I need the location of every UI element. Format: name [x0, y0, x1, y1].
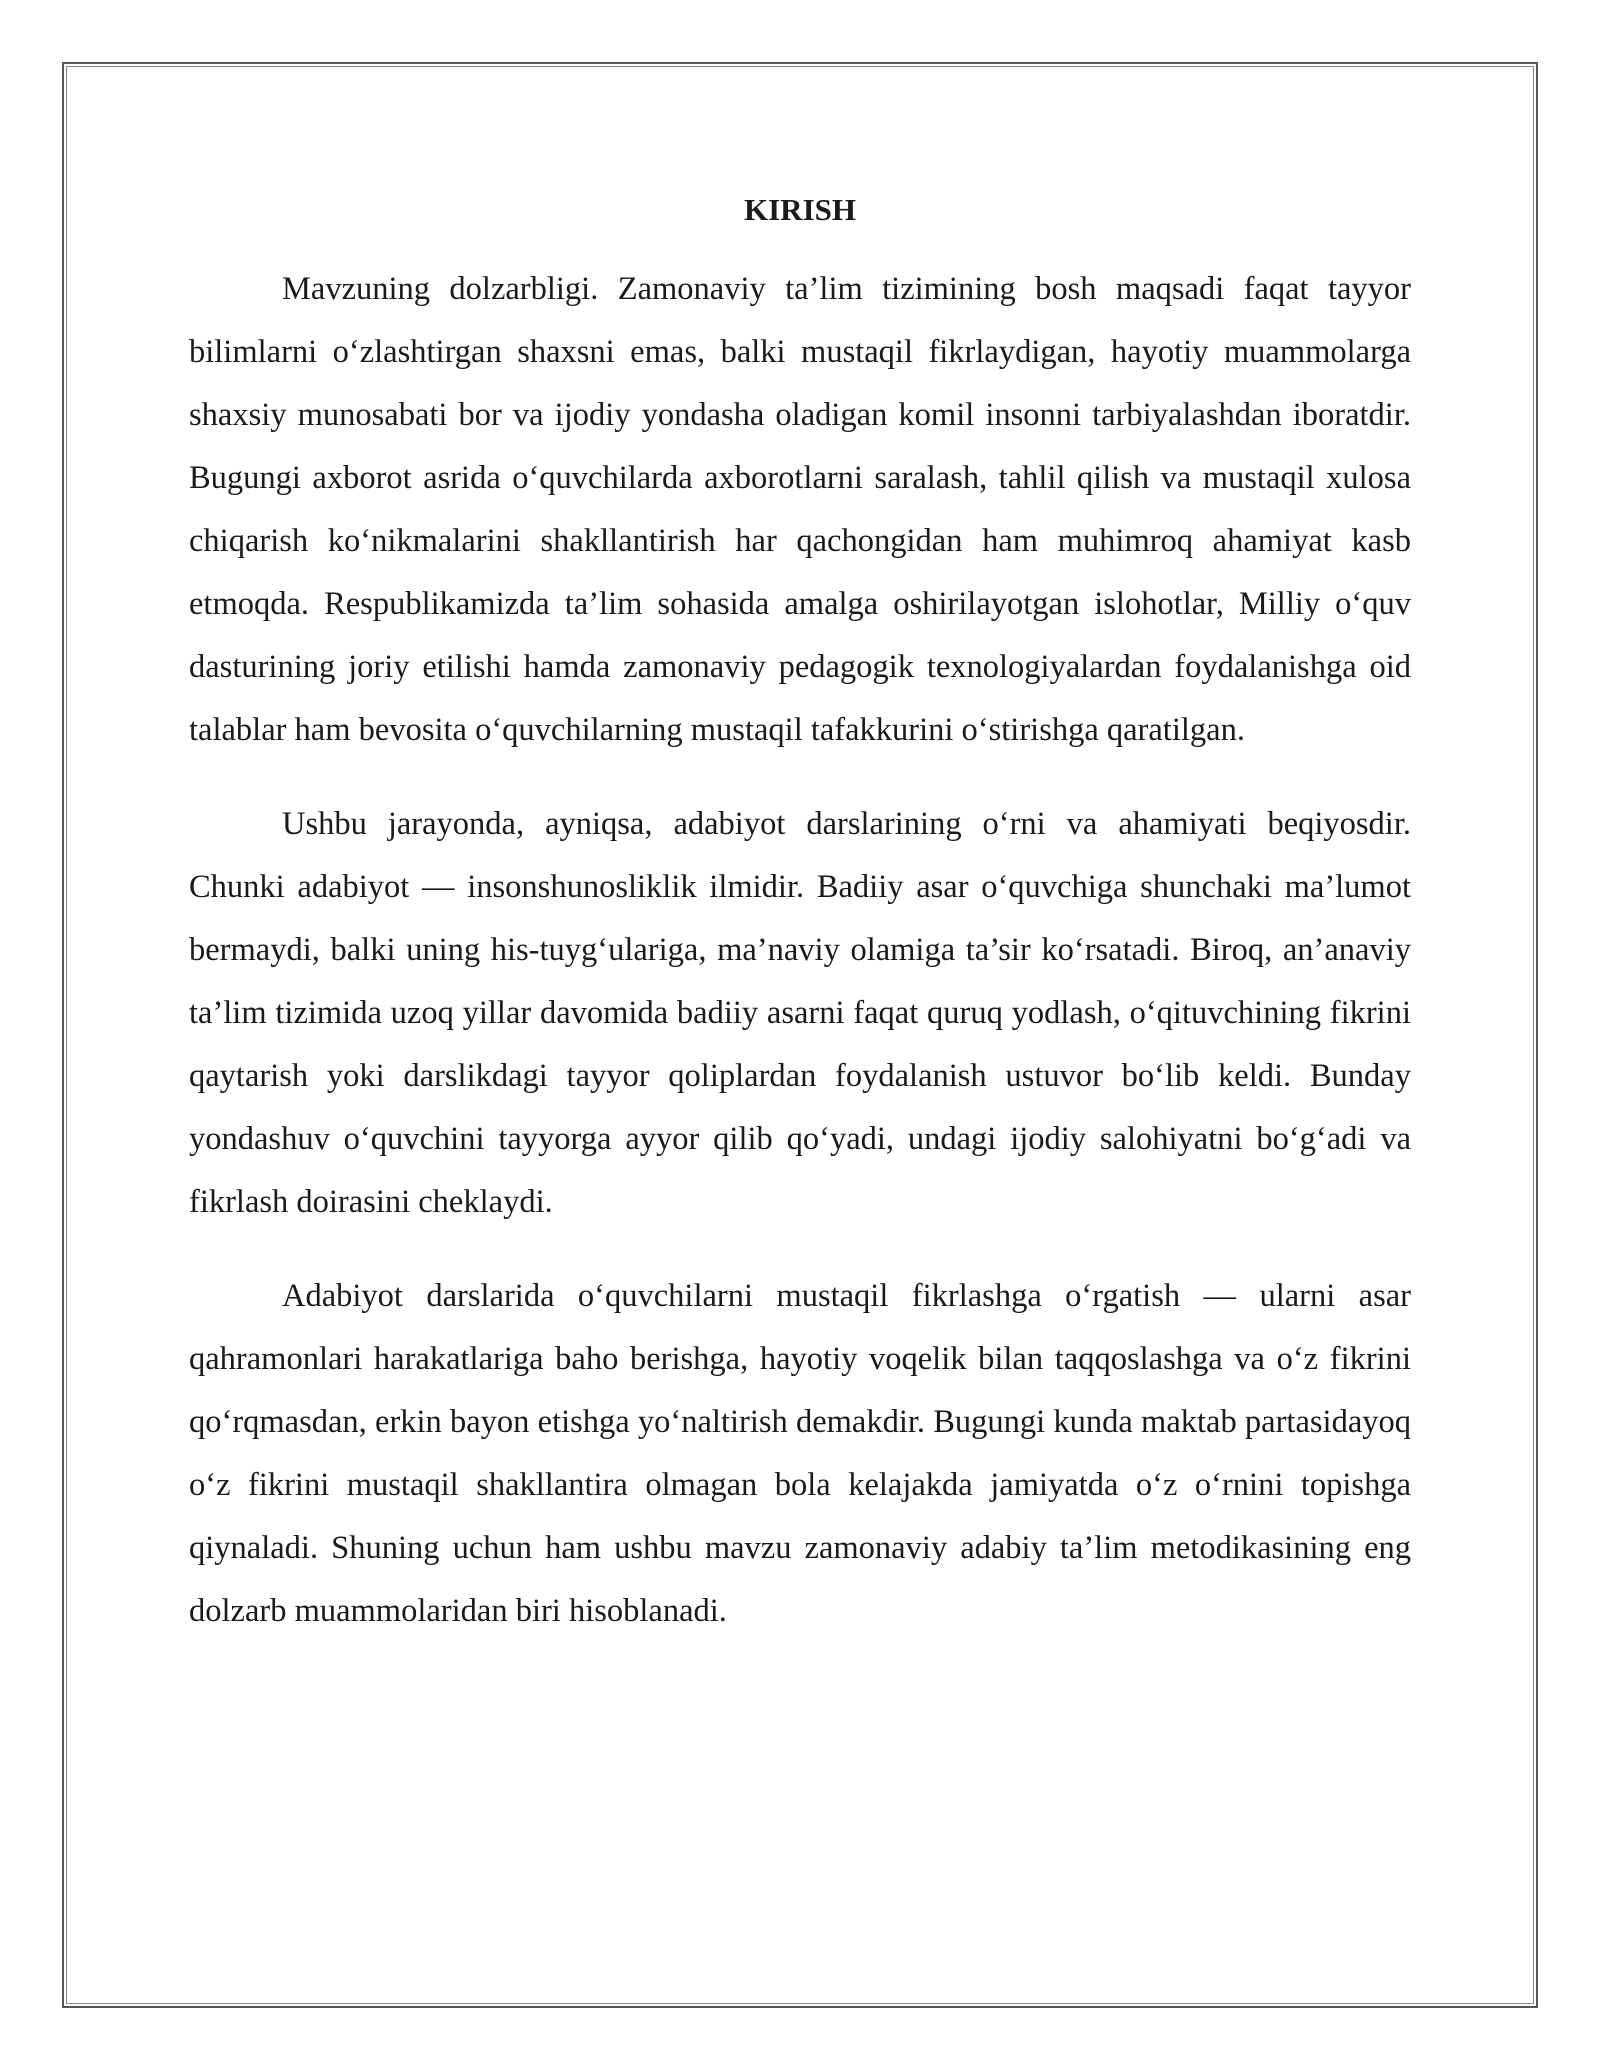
paragraph-literature-role: Ushbu jarayonda, ayniqsa, adabiyot darslarining o‘rni va ahamiyati beqiyosdir. Chunki adabiyot — insonshunosliklik ilmidir. Badiiy asar o‘quvchiga shunchaki ma’lumot bermaydi, balki uning his-tuyg‘ulariga, ma’naviy olamiga ta’sir ko‘rsatadi. Biroq, an’anaviy ta’lim tizimida uzoq yillar davomida badiiy asarni faqat quruq yodlash, o‘qituvchining fikrini qaytarish yoki darslikdagi tayyor qoliplardan foydalanish ustuvor bo‘lib keldi. Bunday yondashuv o‘quvchini tayyorga ayyor qilib qo‘yadi, undagi ijodiy salohiyatni bo‘g‘adi va fikrlash doirasini cheklaydi. [189, 806, 1411, 1220]
page-title: KIRISH [744, 192, 856, 227]
paragraph-relevance: Mavzuning dolzarbligi. Zamonaviy ta’lim tizimining bosh maqsadi faqat tayyor bilimlarni o‘zlashtirgan shaxsni emas, balki mustaqil fikrlaydigan, hayotiy muammolarga shaxsiy munosabati bor va ijodiy yondasha oladigan komil insonni tarbiyalashdan iboratdir. Bugungi axborot asrida o‘quvchilarda axborotlarni saralash, tahlil qilish va mustaqil xulosa chiqarish ko‘nikmalarini shakllantirish har qachongidan ham muhimroq ahamiyat kasb etmoqda. Respublikamizda ta’lim sohasida amalga oshirilayotgan islohotlar, Milliy o‘quv dasturining joriy etilishi hamda zamonaviy pedagogik texnologiyalardan foydalanishga oid talablar ham bevosita o‘quvchilarning mustaqil tafakkurini o‘stirishga qaratilgan. [189, 271, 1411, 748]
paragraph-independent-thinking: Adabiyot darslarida o‘quvchilarni mustaqil fikrlashga o‘rgatish — ularni asar qahramonlari harakatlariga baho berishga, hayotiy voqelik bilan taqqoslashga va o‘z fikrini qo‘rqmasdan, erkin bayon etishga yo‘naltirish demakdir. Bugungi kunda maktab partasidayoq o‘z fikrini mustaqil shakllantira olmagan bola kelajakda jamiyatda o‘z o‘rnini topishga qiynaladi. Shuning uchun ham ushbu mavzu zamonaviy adabiy ta’lim metodikasining eng dolzarb muammolaridan biri hisoblanadi. [189, 1278, 1411, 1629]
page-content [189, 190, 1411, 1674]
